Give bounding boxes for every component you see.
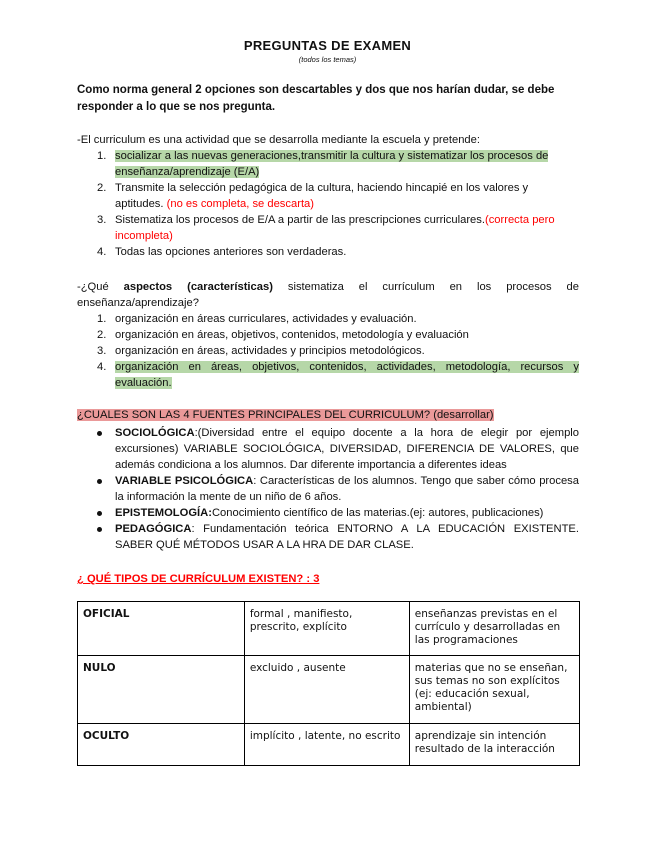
source-label: EPISTEMOLOGÍA: bbox=[115, 507, 212, 519]
option-text: organización en áreas, objetivos, contenidos, actividades, metodología, recursos y evaluación. bbox=[115, 361, 579, 389]
intro-text: 2 opciones son descartables y dos que nos harían dudar, se debe responder a lo que se nos pregunta. bbox=[77, 84, 555, 113]
option-number: 2. bbox=[97, 329, 107, 341]
option-text: organización en áreas, objetivos, contenidos, metodología y evaluación bbox=[115, 329, 469, 341]
types-heading: ¿ QUÉ TIPOS DE CURRÍCULUM EXISTEN? : 3 bbox=[77, 573, 320, 585]
option-number: 3. bbox=[97, 214, 107, 226]
question-1-text: -El curriculum es una actividad que se desarrolla mediante la escuela y pretende: bbox=[77, 134, 480, 146]
bullet-icon bbox=[97, 511, 102, 516]
page-title: PREGUNTAS DE EXAMEN bbox=[243, 38, 412, 53]
type-features-cell: formal , manifiesto, prescrito, explícito bbox=[244, 602, 409, 656]
question-2-prefix: -¿Qué bbox=[77, 281, 124, 293]
table-row bbox=[78, 656, 580, 724]
option-item bbox=[77, 180, 579, 212]
type-name-cell: NULO bbox=[78, 656, 245, 724]
option-text: Sistematiza los procesos de E/A a partir de las prescripciones curriculares. bbox=[115, 214, 485, 226]
option-item bbox=[77, 244, 579, 260]
type-description-cell: aprendizaje sin intención resultado de la interacción bbox=[409, 724, 579, 766]
sources-list bbox=[77, 425, 579, 553]
option-number: 1. bbox=[97, 150, 107, 162]
type-features-cell: implícito , latente, no escrito bbox=[244, 724, 409, 766]
option-item bbox=[77, 327, 579, 343]
type-features-cell: excluido , ausente bbox=[244, 656, 409, 724]
option-number: 3. bbox=[97, 345, 107, 357]
table-row bbox=[78, 602, 580, 656]
source-label: PEDAGÓGICA bbox=[115, 523, 192, 535]
option-item bbox=[77, 212, 579, 244]
question-1 bbox=[77, 132, 579, 260]
source-text: : Fundamentación teórica ENTORNO A LA EDUCACIÓN EXISTENTE. SABER QUÉ MÉTODOS USAR A LA HRA DE DAR CLASE. bbox=[115, 523, 579, 551]
page-subtitle: (todos los temas) bbox=[298, 55, 357, 64]
intro-bold-text: Como norma general bbox=[77, 84, 193, 96]
type-description-cell: enseñanzas previstas en el currículo y desarrolladas en las programaciones bbox=[409, 602, 579, 656]
list-item bbox=[77, 505, 579, 521]
intro-paragraph bbox=[77, 82, 579, 116]
table-row bbox=[78, 724, 580, 766]
type-description-cell: materias que no se enseñan, sus temas no son explícitos (ej: educación sexual, ambiental) bbox=[409, 656, 579, 724]
option-note: (correcta pero incompleta) bbox=[115, 214, 555, 242]
option-text: socializar a las nuevas generaciones,transmitir la cultura y sistematizar los procesos de enseñanza/aprendizaje (E/A) bbox=[115, 150, 549, 178]
question-2-rest: sistematiza el currículum en los procesos de enseñanza/aprendizaje? bbox=[77, 281, 579, 309]
option-item bbox=[77, 359, 579, 391]
question-2-text bbox=[77, 279, 579, 311]
option-item bbox=[77, 343, 579, 359]
source-label: VARIABLE PSICOLÓGICA bbox=[115, 475, 254, 487]
source-text: :(Diversidad entre el equipo docente a la hora de elegir por ejemplo excursiones) VARIABLE SOCIOLÓGICA, DIVERSIDAD, DIFERENCIA DE VALORES, que además condiciona a los alumnos. Dar diferente importancia a diferentes ideas bbox=[115, 427, 579, 471]
list-item bbox=[77, 473, 579, 505]
bullet-icon bbox=[97, 479, 102, 484]
option-item bbox=[77, 311, 579, 327]
option-number: 4. bbox=[97, 361, 107, 373]
option-item bbox=[77, 148, 579, 180]
option-number: 2. bbox=[97, 182, 107, 194]
bullet-icon bbox=[97, 527, 102, 532]
option-text: Todas las opciones anteriores son verdaderas. bbox=[115, 246, 347, 258]
question-1-options bbox=[77, 148, 579, 260]
option-text: Transmite la selección pedagógica de la cultura, haciendo hincapié en los valores y aptitudes. bbox=[115, 182, 529, 210]
curriculum-types-table bbox=[77, 601, 580, 766]
question-2-bold: aspectos (características) bbox=[123, 281, 273, 293]
option-number: 4. bbox=[97, 246, 107, 258]
list-item bbox=[77, 521, 579, 553]
source-text: : Características de los alumnos. Tengo que saber cómo procesa la información la mente de un niño de 6 años. bbox=[115, 475, 579, 503]
bullet-icon bbox=[97, 431, 102, 436]
question-2-options bbox=[77, 311, 579, 391]
sources-heading-text: ¿CUALES SON LAS 4 FUENTES PRINCIPALES DEL CURRICULUM? (desarrollar) bbox=[77, 409, 494, 421]
sources-section bbox=[77, 407, 579, 553]
option-text: organización en áreas, actividades y principios metodológicos. bbox=[115, 345, 425, 357]
source-label: SOCIOLÓGICA bbox=[115, 427, 195, 439]
type-name-cell: OCULTO bbox=[78, 724, 245, 766]
source-text: Conocimiento científico de las materias.(ej: autores, publicaciones) bbox=[211, 507, 544, 519]
sources-heading bbox=[77, 407, 579, 423]
type-name-cell: OFICIAL bbox=[78, 602, 245, 656]
option-text: organización en áreas curriculares, actividades y evaluación. bbox=[115, 313, 417, 325]
list-item bbox=[77, 425, 579, 473]
question-2 bbox=[77, 279, 579, 391]
option-note: (no es completa, se descarta) bbox=[166, 198, 314, 210]
option-number: 1. bbox=[97, 313, 107, 325]
